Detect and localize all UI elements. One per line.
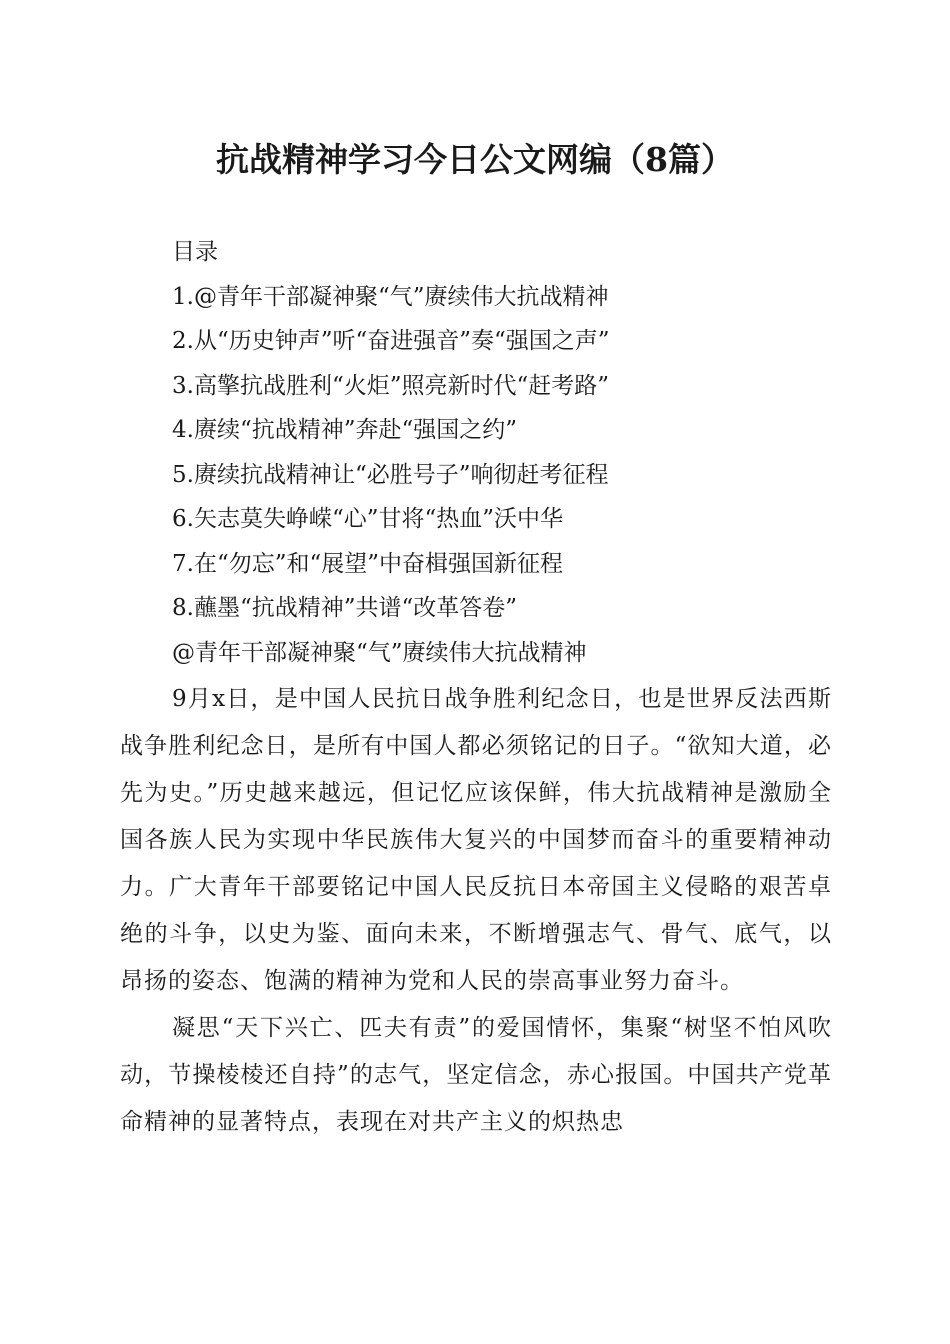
- toc-item-2[interactable]: 2.从“历史钟声”听“奋进强音”奏“强国之声”: [172, 328, 610, 354]
- paragraph-1: 9月x日，是中国人民抗日战争胜利纪念日，也是世界反法西斯战争胜利纪念日，是所有中国人都必须铭记的日子。“欲知大道，必先为史。”历史越来越远，但记忆应该保鲜，伟大抗战精神是激励全国各族人民为实现中华民族伟大复兴的中国梦而奋斗的重要精神动力。广大青年干部要铭记中国人民反抗日本帝国主义侵略的艰苦卓绝的斗争，以史为鉴、面向未来，不断增强志气、骨气、底气，以昂扬的姿态、饱满的精神为党和人民的崇高事业努力奋斗。: [120, 686, 832, 994]
- table-of-contents: [172, 230, 852, 631]
- toc-item-8[interactable]: 8.蘸墨“抗战精神”共谱“改革答卷”: [172, 595, 517, 621]
- document-title: 抗战精神学习今日公文网编（8篇）: [216, 140, 734, 179]
- toc-item-3[interactable]: 3.高擎抗战胜利“火炬”照亮新时代“赶考路”: [172, 372, 609, 399]
- toc-item-7[interactable]: 7.在“勿忘”和“展望”中奋楫强国新征程: [172, 550, 563, 577]
- toc-heading: 目录: [172, 239, 218, 265]
- toc-item-5[interactable]: 5.赓续抗战精神让“必胜号子”响彻赶考征程: [172, 461, 609, 488]
- document-body: [120, 630, 832, 1146]
- section-heading: @青年干部凝神聚“气”赓续伟大抗战精神: [172, 640, 587, 666]
- paragraph-2: 凝思“天下兴亡、匹夫有责”的爱国情怀，集聚“树坚不怕风吹动，节操棱棱还自持”的志气，坚定信念，赤心报国。中国共产党革命精神的显著特点，表现在对共产主义的炽热忠: [120, 1015, 832, 1135]
- toc-item-4[interactable]: 4.赓续“抗战精神”奔赴“强国之约”: [172, 417, 517, 443]
- toc-item-1[interactable]: 1.@青年干部凝神聚“气”赓续伟大抗战精神: [172, 283, 609, 310]
- toc-item-6[interactable]: 6.矢志莫失峥嵘“心”甘将“热血”沃中华: [172, 506, 563, 532]
